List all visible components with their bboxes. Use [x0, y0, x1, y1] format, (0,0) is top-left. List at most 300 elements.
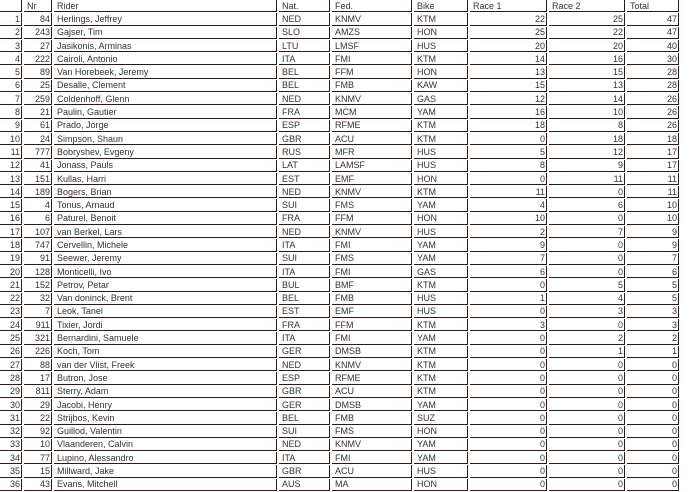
cell-rider: Guillod, Valentin: [54, 426, 277, 438]
cell-position: 2: [0, 27, 22, 39]
cell-race2: 16: [549, 53, 625, 65]
cell-nat: NED: [279, 226, 330, 238]
cell-bike: HUS: [414, 293, 468, 305]
cell-race1: 25: [470, 27, 547, 39]
cell-rider: Desalle, Clement: [54, 80, 277, 92]
cell-race2: 18: [549, 133, 625, 145]
cell-race2: 0: [549, 452, 625, 464]
cell-nat: GER: [279, 399, 330, 411]
cell-race2: 22: [549, 27, 625, 39]
cell-race2: 4: [549, 293, 625, 305]
cell-total: 0: [627, 386, 679, 398]
cell-race2: 15: [549, 66, 625, 78]
cell-total: 2: [627, 332, 679, 344]
cell-total: 1: [627, 346, 679, 358]
cell-nat: RUS: [279, 146, 330, 158]
cell-bike: KTM: [414, 372, 468, 384]
cell-position: 14: [0, 186, 22, 198]
cell-fed: KNMV: [332, 93, 412, 105]
cell-nat: ITA: [279, 53, 330, 65]
header-bike: Bike: [414, 0, 468, 12]
cell-nr: 10: [24, 439, 52, 451]
cell-bike: SUZ: [414, 412, 468, 424]
cell-rider: Monticelli, Ivo: [54, 266, 277, 278]
cell-nr: 77: [24, 452, 52, 464]
table-row: [0, 27, 679, 39]
cell-race1: 0: [470, 399, 547, 411]
header-total: Total: [627, 0, 679, 12]
cell-total: 3: [627, 306, 679, 318]
table-row: [0, 146, 679, 158]
table-row: [0, 66, 679, 78]
cell-rider: Bernardini, Samuele: [54, 332, 277, 344]
cell-nr: 92: [24, 426, 52, 438]
table-row: [0, 53, 679, 65]
cell-bike: KTM: [414, 346, 468, 358]
cell-nat: FRA: [279, 106, 330, 118]
cell-race1: 0: [470, 426, 547, 438]
cell-position: 20: [0, 266, 22, 278]
cell-rider: Van doninck, Brent: [54, 293, 277, 305]
cell-race1: 20: [470, 40, 547, 52]
cell-position: 7: [0, 93, 22, 105]
header-nr: Nr: [24, 0, 52, 12]
cell-race1: 12: [470, 93, 547, 105]
cell-nat: AUS: [279, 479, 330, 491]
cell-rider: Simpson, Shaun: [54, 133, 277, 145]
cell-rider: Seewer, Jeremy: [54, 253, 277, 265]
cell-bike: HON: [414, 27, 468, 39]
cell-total: 5: [627, 293, 679, 305]
header-position: [0, 0, 22, 12]
cell-fed: ACU: [332, 386, 412, 398]
cell-bike: KTM: [414, 386, 468, 398]
table-row: [0, 40, 679, 52]
cell-fed: RFME: [332, 372, 412, 384]
cell-total: 47: [627, 27, 679, 39]
cell-position: 18: [0, 239, 22, 251]
cell-race1: 0: [470, 306, 547, 318]
table-row: [0, 452, 679, 464]
cell-bike: YAM: [414, 332, 468, 344]
table-row: [0, 213, 679, 225]
cell-nr: 17: [24, 372, 52, 384]
cell-race1: 14: [470, 53, 547, 65]
cell-position: 34: [0, 452, 22, 464]
cell-bike: HON: [414, 479, 468, 491]
table-row: [0, 133, 679, 145]
cell-rider: Jonass, Pauls: [54, 160, 277, 172]
cell-rider: Jasikonis, Arminas: [54, 40, 277, 52]
cell-bike: HUS: [414, 226, 468, 238]
cell-position: 27: [0, 359, 22, 371]
cell-race1: 0: [470, 479, 547, 491]
cell-total: 0: [627, 359, 679, 371]
cell-position: 26: [0, 346, 22, 358]
cell-total: 9: [627, 239, 679, 251]
cell-race2: 0: [549, 359, 625, 371]
cell-total: 28: [627, 66, 679, 78]
cell-bike: YAM: [414, 253, 468, 265]
cell-total: 11: [627, 173, 679, 185]
cell-fed: KNMV: [332, 226, 412, 238]
cell-bike: HUS: [414, 146, 468, 158]
cell-total: 26: [627, 93, 679, 105]
cell-fed: AMZS: [332, 27, 412, 39]
cell-rider: Lupino, Alessandro: [54, 452, 277, 464]
cell-total: 40: [627, 40, 679, 52]
cell-race1: 6: [470, 266, 547, 278]
cell-nr: 128: [24, 266, 52, 278]
cell-nat: ITA: [279, 452, 330, 464]
cell-position: 17: [0, 226, 22, 238]
cell-fed: EMF: [332, 173, 412, 185]
cell-race2: 7: [549, 226, 625, 238]
cell-race2: 25: [549, 13, 625, 25]
cell-position: 29: [0, 386, 22, 398]
cell-total: 17: [627, 146, 679, 158]
table-row: [0, 332, 679, 344]
cell-race1: 18: [470, 120, 547, 132]
cell-rider: van Berkel, Lars: [54, 226, 277, 238]
cell-rider: Koch, Tom: [54, 346, 277, 358]
cell-race1: 8: [470, 160, 547, 172]
table-row: [0, 412, 679, 424]
table-row: [0, 93, 679, 105]
cell-position: 35: [0, 465, 22, 477]
cell-race2: 0: [549, 319, 625, 331]
table-row: [0, 439, 679, 451]
cell-race2: 8: [549, 120, 625, 132]
cell-fed: FMS: [332, 253, 412, 265]
cell-nr: 91: [24, 253, 52, 265]
table-row: [0, 319, 679, 331]
cell-race1: 0: [470, 346, 547, 358]
table-row: [0, 346, 679, 358]
table-row: [0, 160, 679, 172]
cell-rider: Cervellin, Michele: [54, 239, 277, 251]
cell-nr: 4: [24, 199, 52, 211]
cell-nr: 747: [24, 239, 52, 251]
cell-race1: 16: [470, 106, 547, 118]
cell-fed: MCM: [332, 106, 412, 118]
cell-nr: 21: [24, 106, 52, 118]
cell-total: 0: [627, 399, 679, 411]
cell-nat: SUI: [279, 253, 330, 265]
cell-race1: 15: [470, 80, 547, 92]
cell-total: 0: [627, 452, 679, 464]
cell-race1: 0: [470, 332, 547, 344]
cell-rider: Butron, Jose: [54, 372, 277, 384]
cell-race2: 0: [549, 479, 625, 491]
cell-rider: Leok, Tanel: [54, 306, 277, 318]
table-row: [0, 106, 679, 118]
cell-nat: SLO: [279, 27, 330, 39]
cell-fed: BMF: [332, 279, 412, 291]
cell-bike: GAS: [414, 266, 468, 278]
cell-bike: HON: [414, 173, 468, 185]
table-row: [0, 199, 679, 211]
table-row: [0, 465, 679, 477]
header-rider: Rider: [54, 0, 277, 12]
cell-fed: FMI: [332, 266, 412, 278]
cell-race2: 11: [549, 173, 625, 185]
cell-position: 21: [0, 279, 22, 291]
cell-nat: FRA: [279, 213, 330, 225]
cell-position: 5: [0, 66, 22, 78]
cell-rider: Kullas, Harri: [54, 173, 277, 185]
cell-bike: HUS: [414, 465, 468, 477]
cell-nat: LAT: [279, 160, 330, 172]
cell-bike: HUS: [414, 40, 468, 52]
cell-rider: Sterry, Adam: [54, 386, 277, 398]
cell-fed: FFM: [332, 319, 412, 331]
cell-race2: 13: [549, 80, 625, 92]
cell-nat: ITA: [279, 239, 330, 251]
cell-total: 17: [627, 160, 679, 172]
cell-bike: YAM: [414, 106, 468, 118]
cell-nr: 811: [24, 386, 52, 398]
cell-fed: KNMV: [332, 359, 412, 371]
cell-bike: KTM: [414, 13, 468, 25]
cell-race1: 3: [470, 319, 547, 331]
cell-bike: YAM: [414, 399, 468, 411]
cell-rider: Gajser, Tim: [54, 27, 277, 39]
cell-nat: FRA: [279, 319, 330, 331]
cell-nat: BUL: [279, 279, 330, 291]
cell-nr: 22: [24, 412, 52, 424]
cell-race2: 1: [549, 346, 625, 358]
cell-position: 25: [0, 332, 22, 344]
cell-race2: 0: [549, 213, 625, 225]
cell-nr: 222: [24, 53, 52, 65]
cell-nr: 7: [24, 306, 52, 318]
cell-nat: GBR: [279, 133, 330, 145]
cell-nat: ITA: [279, 332, 330, 344]
cell-nat: GER: [279, 346, 330, 358]
cell-nat: SUI: [279, 199, 330, 211]
cell-position: 31: [0, 412, 22, 424]
cell-rider: Bobryshev, Evgeny: [54, 146, 277, 158]
cell-total: 0: [627, 465, 679, 477]
cell-position: 3: [0, 40, 22, 52]
cell-total: 3: [627, 319, 679, 331]
table-row: [0, 13, 679, 25]
cell-bike: KTM: [414, 120, 468, 132]
cell-position: 8: [0, 106, 22, 118]
cell-nat: BEL: [279, 412, 330, 424]
cell-race2: 0: [549, 439, 625, 451]
cell-nat: ESP: [279, 120, 330, 132]
cell-rider: Bogers, Brian: [54, 186, 277, 198]
cell-rider: Cairoli, Antonio: [54, 53, 277, 65]
table-row: [0, 226, 679, 238]
cell-fed: ACU: [332, 133, 412, 145]
cell-rider: Coldenhoff, Glenn: [54, 93, 277, 105]
cell-total: 11: [627, 186, 679, 198]
table-row: [0, 372, 679, 384]
cell-fed: DMSB: [332, 346, 412, 358]
cell-fed: LMSF: [332, 40, 412, 52]
cell-race2: 0: [549, 386, 625, 398]
cell-position: 11: [0, 146, 22, 158]
cell-nat: GBR: [279, 465, 330, 477]
cell-race1: 7: [470, 253, 547, 265]
cell-nr: 27: [24, 40, 52, 52]
cell-nat: BEL: [279, 293, 330, 305]
cell-nr: 61: [24, 120, 52, 132]
cell-bike: YAM: [414, 199, 468, 211]
table-row: [0, 399, 679, 411]
cell-total: 26: [627, 106, 679, 118]
cell-nr: 243: [24, 27, 52, 39]
cell-nat: NED: [279, 93, 330, 105]
cell-total: 0: [627, 426, 679, 438]
cell-nr: 84: [24, 13, 52, 25]
table-row: [0, 120, 679, 132]
cell-race2: 10: [549, 106, 625, 118]
cell-bike: YAM: [414, 439, 468, 451]
cell-nat: LTU: [279, 40, 330, 52]
cell-race2: 0: [549, 426, 625, 438]
header-race1: Race 1: [470, 0, 547, 12]
cell-total: 0: [627, 439, 679, 451]
header-nat: Nat.: [279, 0, 330, 12]
cell-rider: Tonus, Arnaud: [54, 199, 277, 211]
table-row: [0, 359, 679, 371]
cell-rider: Petrov, Petar: [54, 279, 277, 291]
cell-bike: KTM: [414, 319, 468, 331]
cell-rider: Evans, Mitchell: [54, 479, 277, 491]
cell-rider: Prado, Jorge: [54, 120, 277, 132]
cell-fed: FFM: [332, 66, 412, 78]
cell-rider: van der Vlist, Freek: [54, 359, 277, 371]
cell-fed: MFR: [332, 146, 412, 158]
cell-bike: HON: [414, 66, 468, 78]
cell-race1: 13: [470, 66, 547, 78]
cell-position: 13: [0, 173, 22, 185]
cell-fed: FMI: [332, 239, 412, 251]
cell-fed: FFM: [332, 213, 412, 225]
cell-nr: 32: [24, 293, 52, 305]
cell-total: 18: [627, 133, 679, 145]
cell-total: 28: [627, 80, 679, 92]
cell-rider: Vlaanderen, Calvin: [54, 439, 277, 451]
cell-nat: EST: [279, 173, 330, 185]
cell-rider: Herlings, Jeffrey: [54, 13, 277, 25]
table-row: [0, 386, 679, 398]
cell-nr: 152: [24, 279, 52, 291]
cell-race1: 0: [470, 133, 547, 145]
cell-race2: 0: [549, 186, 625, 198]
cell-race1: 0: [470, 439, 547, 451]
table-row: [0, 173, 679, 185]
cell-race1: 11: [470, 186, 547, 198]
cell-bike: YAM: [414, 239, 468, 251]
cell-rider: Paulin, Gautier: [54, 106, 277, 118]
table-row: [0, 306, 679, 318]
cell-nat: ITA: [279, 266, 330, 278]
cell-nat: NED: [279, 359, 330, 371]
cell-bike: HUS: [414, 160, 468, 172]
cell-fed: FMI: [332, 452, 412, 464]
cell-total: 26: [627, 120, 679, 132]
cell-nat: GBR: [279, 386, 330, 398]
cell-race1: 0: [470, 279, 547, 291]
header-row: [0, 0, 679, 12]
cell-rider: Van Horebeek, Jeremy: [54, 66, 277, 78]
cell-race1: 9: [470, 239, 547, 251]
cell-race1: 5: [470, 146, 547, 158]
cell-position: 1: [0, 13, 22, 25]
cell-total: 10: [627, 199, 679, 211]
cell-position: 6: [0, 80, 22, 92]
cell-nat: BEL: [279, 80, 330, 92]
table-row: [0, 426, 679, 438]
cell-nr: 15: [24, 465, 52, 477]
cell-race2: 0: [549, 253, 625, 265]
cell-race2: 0: [549, 239, 625, 251]
cell-nr: 151: [24, 173, 52, 185]
cell-position: 15: [0, 199, 22, 211]
cell-race2: 2: [549, 332, 625, 344]
cell-fed: EMF: [332, 306, 412, 318]
cell-fed: KNMV: [332, 439, 412, 451]
cell-bike: YAM: [414, 452, 468, 464]
results-body: [0, 13, 679, 491]
cell-bike: KAW: [414, 80, 468, 92]
cell-race2: 0: [549, 465, 625, 477]
cell-total: 0: [627, 479, 679, 491]
cell-race2: 9: [549, 160, 625, 172]
cell-nr: 43: [24, 479, 52, 491]
cell-bike: KTM: [414, 279, 468, 291]
cell-nr: 25: [24, 80, 52, 92]
cell-position: 24: [0, 319, 22, 331]
table-row: [0, 293, 679, 305]
cell-nat: EST: [279, 306, 330, 318]
cell-fed: DMSB: [332, 399, 412, 411]
cell-nr: 321: [24, 332, 52, 344]
cell-bike: KTM: [414, 359, 468, 371]
cell-race2: 5: [549, 279, 625, 291]
cell-nr: 107: [24, 226, 52, 238]
table-row: [0, 80, 679, 92]
cell-nr: 259: [24, 93, 52, 105]
cell-race1: 0: [470, 452, 547, 464]
cell-race1: 10: [470, 213, 547, 225]
cell-bike: HON: [414, 426, 468, 438]
cell-nr: 89: [24, 66, 52, 78]
table-row: [0, 186, 679, 198]
cell-position: 19: [0, 253, 22, 265]
cell-fed: KNMV: [332, 13, 412, 25]
cell-position: 30: [0, 399, 22, 411]
table-row: [0, 266, 679, 278]
cell-position: 33: [0, 439, 22, 451]
cell-position: 32: [0, 426, 22, 438]
table-row: [0, 253, 679, 265]
cell-position: 22: [0, 293, 22, 305]
cell-nat: SUI: [279, 426, 330, 438]
cell-bike: KTM: [414, 186, 468, 198]
cell-position: 28: [0, 372, 22, 384]
cell-race1: 22: [470, 13, 547, 25]
cell-total: 5: [627, 279, 679, 291]
cell-nr: 29: [24, 399, 52, 411]
cell-fed: FMB: [332, 293, 412, 305]
cell-position: 36: [0, 479, 22, 491]
